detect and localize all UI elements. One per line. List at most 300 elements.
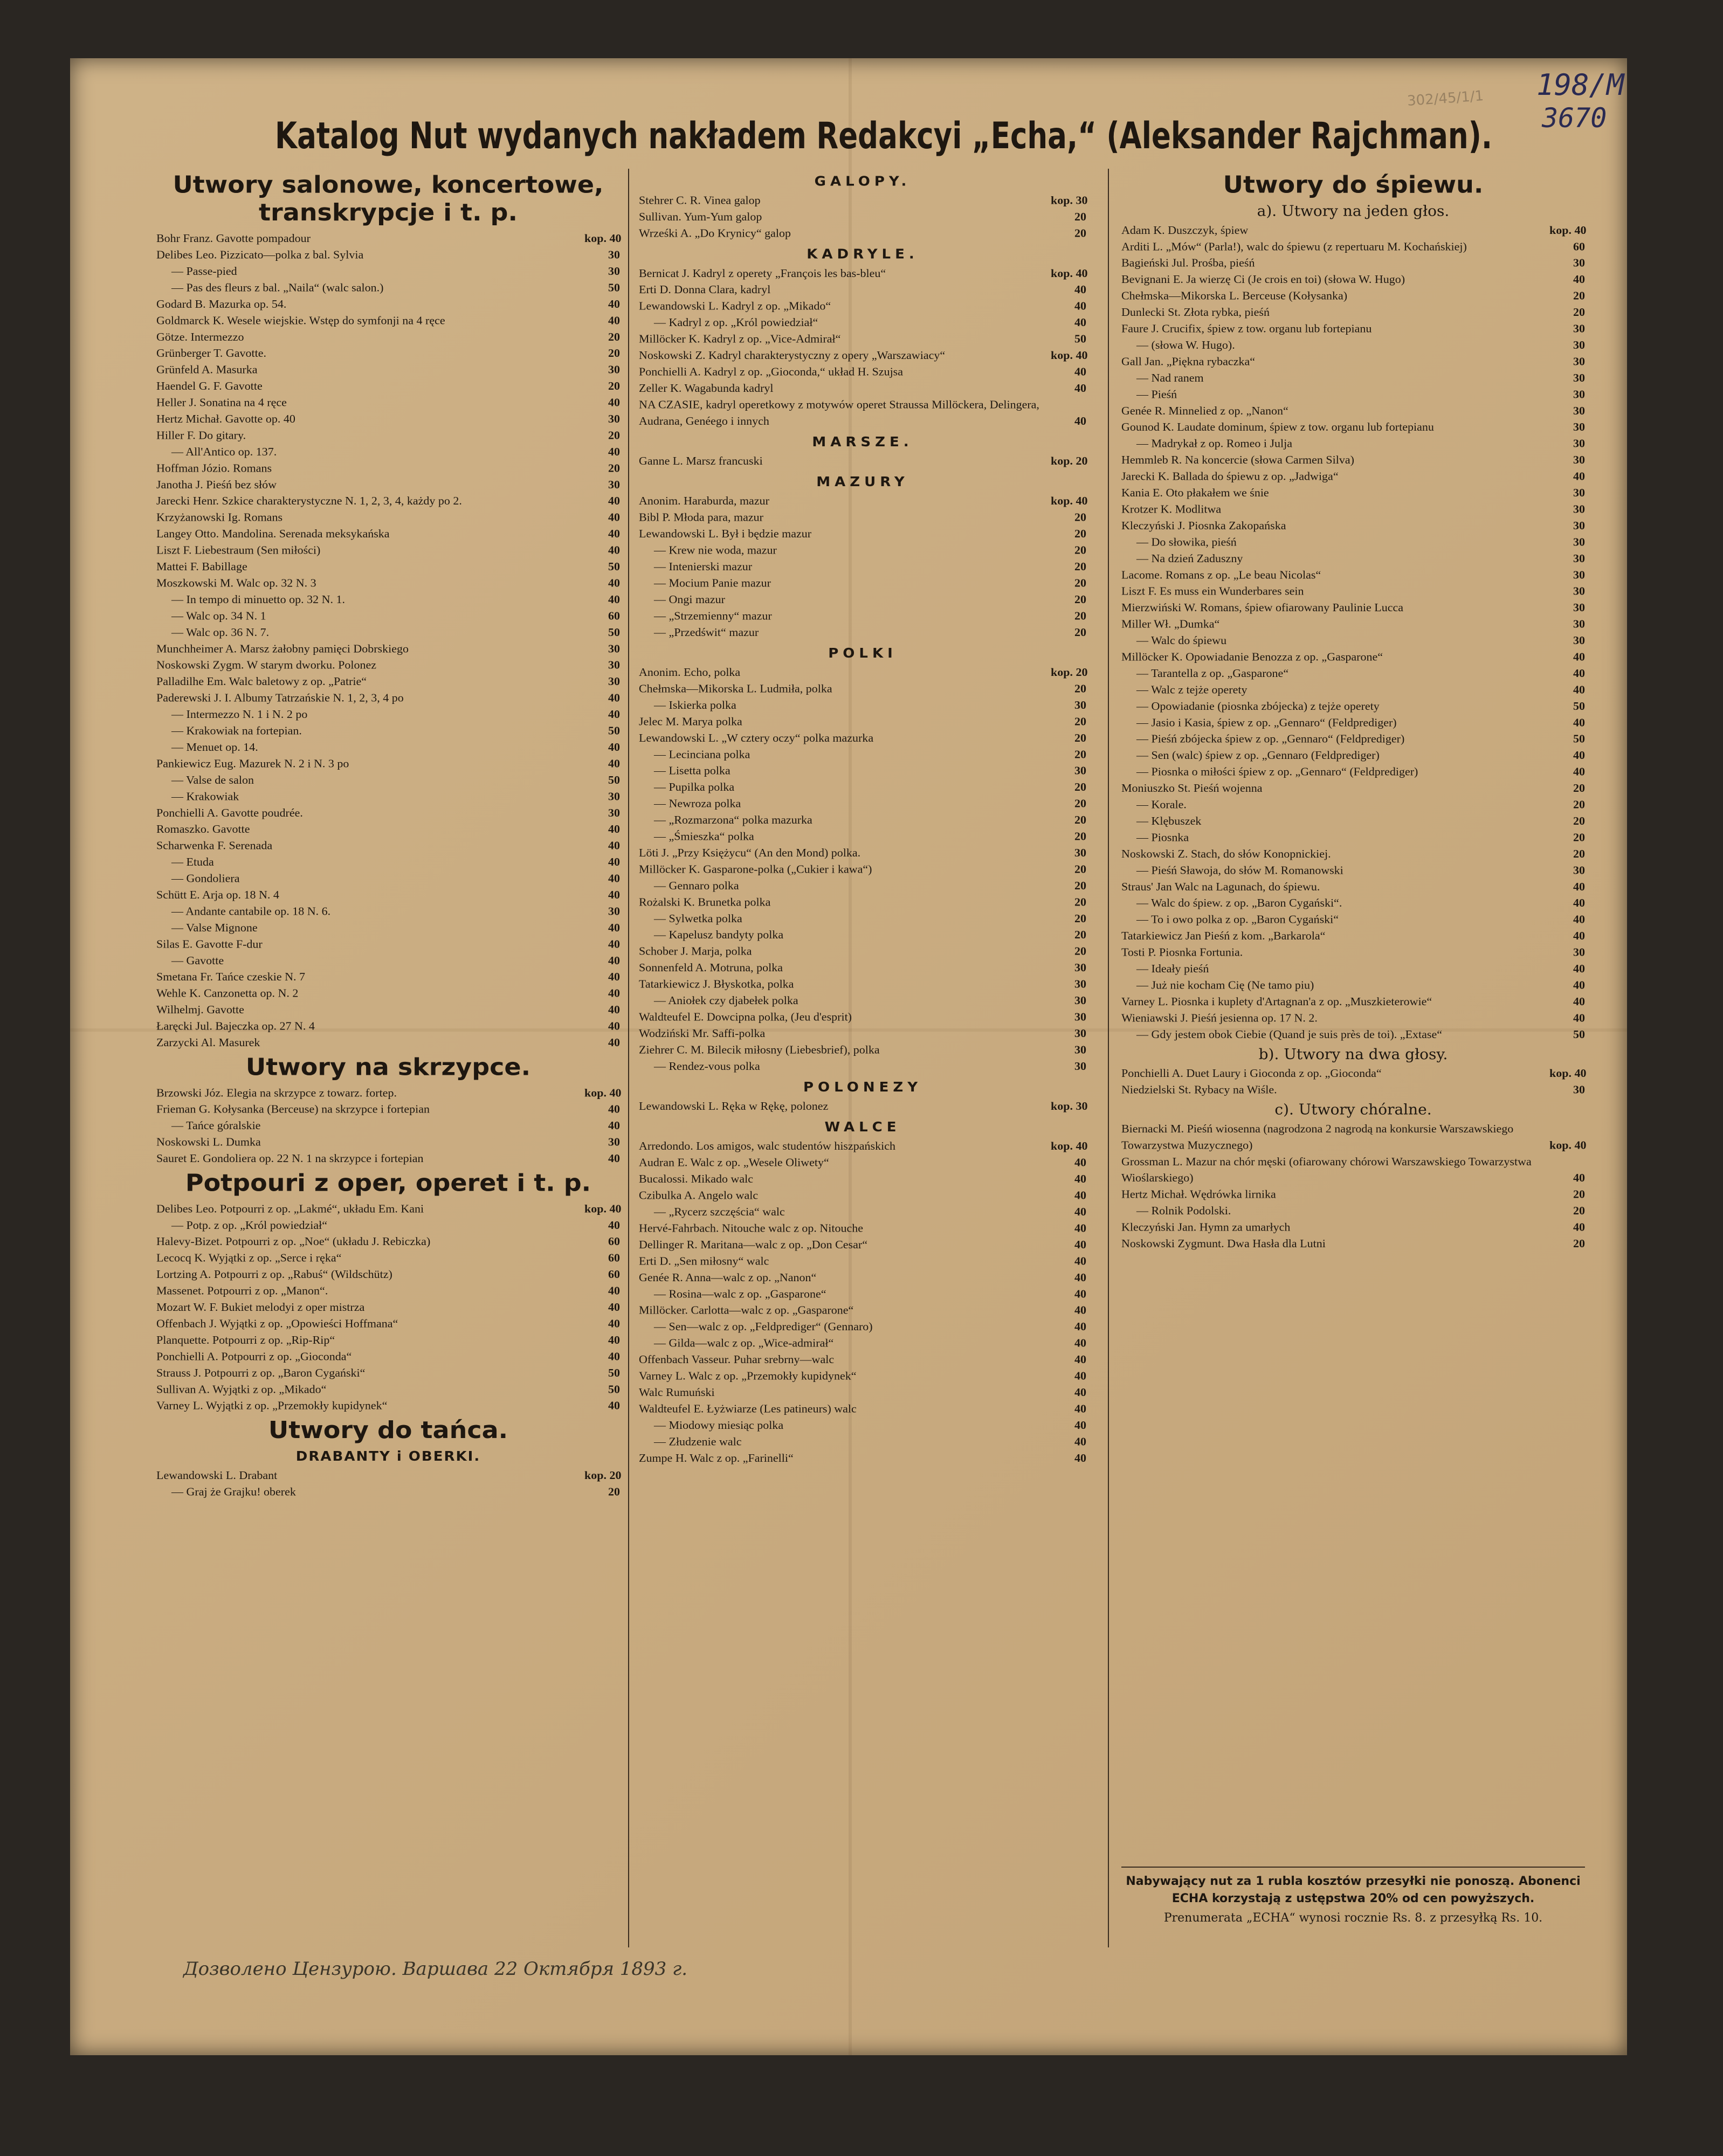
entry-price: kop. 40	[584, 232, 622, 245]
entry-title: Jelec M. Marya polka	[639, 715, 742, 728]
entry-title: Lewandowski L. Był i będzie mazur	[639, 527, 812, 540]
entry-price: 40	[1074, 1221, 1086, 1235]
entry-title: Noskowski L. Dumka	[156, 1135, 261, 1149]
catalog-entry	[156, 607, 620, 624]
catalog-entry	[156, 230, 620, 246]
entry-title: Varney L. Piosnka i kuplety d'Artagnan'a z op. „Muszkieterowie“	[1121, 994, 1432, 1008]
entry-price: 20	[1074, 527, 1086, 540]
entry-price: 40	[608, 1399, 620, 1412]
catalog-entry	[1121, 682, 1585, 698]
catalog-entry	[156, 985, 620, 1001]
entry-title: — To i owo polka z op. „Baron Cygański“	[1136, 913, 1339, 926]
entry-price: 40	[608, 576, 620, 590]
entry-price: 40	[608, 592, 620, 606]
entry-price: 20	[608, 461, 620, 475]
entry-price: 40	[608, 494, 620, 507]
catalog-entry	[1121, 222, 1585, 238]
entry-price: 40	[608, 757, 620, 770]
catalog-entry	[156, 1018, 620, 1034]
entry-price: 40	[608, 1350, 620, 1363]
entry-price: 20	[1074, 226, 1086, 240]
entry-price: kop. 40	[1051, 266, 1088, 280]
entry-price: 40	[1573, 716, 1585, 729]
section-heading-salon: Utwory salonowe, koncertowe,	[173, 170, 604, 199]
catalog-entry	[1121, 452, 1585, 468]
entry-price: 20	[1573, 814, 1585, 827]
catalog-entry	[156, 920, 620, 936]
catalog-entry	[1121, 780, 1585, 796]
catalog-entry	[156, 1348, 620, 1364]
entry-title: Hervé-Fahrbach. Nitouche walc z op. Nitouche	[639, 1221, 864, 1235]
catalog-entry	[156, 460, 620, 476]
entry-title: Zumpe H. Walc z op. „Farinelli“	[639, 1451, 794, 1464]
entry-price: 40	[608, 1284, 620, 1297]
polki-list	[639, 664, 1086, 1074]
entry-title: Anonim. Haraburda, mazur	[639, 494, 769, 507]
entry-title: Hertz Michał. Gavotte op. 40	[156, 412, 295, 425]
catalog-entry	[156, 1467, 620, 1483]
shipping-notice: Nabywający nut za 1 rubla kosztów przesyłki nie ponoszą. Abonenci ECHA korzystają z ustępstwa 20% od cen powyższych.	[1126, 1875, 1581, 1905]
catalog-entry	[156, 640, 620, 657]
entry-title: Rożalski K. Brunetka polka	[639, 895, 771, 909]
entry-price: 40	[1074, 1238, 1086, 1251]
entry-title: Frieman G. Kołysanka (Berceuse) na skrzypce i fortepian	[156, 1102, 430, 1116]
entry-price: 40	[608, 1119, 620, 1132]
entry-title: Smetana Fr. Tańce czeskie N. 7	[156, 970, 306, 984]
entry-title: Genée R. Minnelied z op. „Nanon“	[1121, 404, 1288, 417]
entry-price: 40	[1573, 896, 1585, 909]
entry-price: 20	[1573, 798, 1585, 811]
entry-price: 20	[1573, 289, 1585, 302]
subheading-choral: c). Utwory chóralne.	[1274, 1101, 1432, 1118]
entry-title: Erti D. Donna Clara, kadryl	[639, 283, 771, 296]
entry-title: Tatarkiewicz J. Błyskotka, polka	[639, 977, 794, 991]
entry-price: 40	[1074, 365, 1086, 378]
entry-title: Munchheimer A. Marsz żałobny pamięci Dobrskiego	[156, 642, 409, 655]
entry-title: — Graj że Grajku! oberek	[171, 1485, 296, 1498]
entry-price: 40	[608, 297, 620, 310]
catalog-entry	[1121, 321, 1585, 337]
catalog-entry	[639, 298, 1086, 314]
entry-price: 20	[1573, 847, 1585, 860]
entry-price: 40	[608, 740, 620, 754]
entry-title: — Kadryl z op. „Król powiedział“	[654, 316, 818, 329]
catalog-entry	[639, 314, 1086, 330]
entry-price: kop. 20	[1051, 454, 1088, 467]
catalog-entry	[156, 444, 620, 460]
catalog-entry	[156, 558, 620, 575]
entry-price: 20	[1573, 1187, 1585, 1201]
entry-title: Offenbach Vasseur. Puhar srebrny—walc	[639, 1353, 835, 1366]
entry-title: Zeller K. Wagabunda kadryl	[639, 381, 774, 395]
entry-title: Noskowski Zygm. W starym dworku. Polonez	[156, 658, 376, 672]
entry-title: Lecocq K. Wyjątki z op. „Serce i ręka“	[156, 1251, 342, 1264]
entry-title: Lacome. Romans z op. „Le beau Nicolas“	[1121, 568, 1321, 582]
entry-title: Paderewski J. I. Albumy Tatrzańskie N. 1, 2, 3, 4 po	[156, 691, 404, 704]
entry-title: Jarecki K. Ballada do śpiewu z op. „Jadwiga“	[1121, 469, 1339, 483]
entry-title: Liszt F. Liebestraum (Sen miłości)	[156, 543, 321, 557]
entry-price: kop. 40	[584, 1202, 622, 1215]
entry-title: — Piosnka o miłości śpiew z op. „Gennaro“ (Feldprediger)	[1136, 765, 1418, 778]
entry-title: NA CZASIE, kadryl operetkowy z motywów operet Straussa Millöckera, Delingera, Audrana, Genéego i innych	[639, 398, 1039, 427]
potpourri-list	[156, 1200, 620, 1414]
catalog-entry	[156, 772, 620, 788]
catalog-entry	[156, 575, 620, 591]
entry-title: — Opowiadanie (piosnka zbójecka) z tejże operety	[1136, 699, 1380, 713]
entry-price: 50	[1074, 332, 1086, 345]
catalog-entry	[639, 265, 1086, 281]
entry-title: Millöcker K. Gasparone-polka („Cukier i kawa“)	[639, 862, 872, 876]
subheading-one-voice: a). Utwory na jeden głos.	[1257, 202, 1450, 220]
entry-title: — In tempo di minuetto op. 32 N. 1.	[171, 592, 346, 606]
entry-price: 20	[1074, 510, 1086, 524]
entry-price: 30	[1573, 355, 1585, 368]
catalog-entry	[639, 526, 1086, 542]
catalog-entry	[1121, 911, 1585, 928]
entry-title: Pankiewicz Eug. Mazurek N. 2 i N. 3 po	[156, 757, 349, 770]
catalog-entry	[639, 1138, 1086, 1154]
catalog-entry	[639, 1450, 1086, 1466]
entry-title: Planquette. Potpourri z op. „Rip-Rip“	[156, 1333, 335, 1346]
catalog-entry	[1121, 1219, 1585, 1235]
entry-title: — Krew nie woda, mazur	[654, 543, 777, 557]
catalog-entry	[639, 1318, 1086, 1335]
subscription-price: Prenumerata „ECHA“ wynosi rocznie Rs. 8. z przesyłką Rs. 10.	[1163, 1911, 1543, 1925]
entry-title: Ponchielli A. Duet Laury i Gioconda z op. „Gioconda“	[1121, 1067, 1382, 1080]
entry-price: 40	[1573, 273, 1585, 286]
catalog-entry	[156, 362, 620, 378]
catalog-entry	[156, 1381, 620, 1397]
catalog-entry	[1121, 1203, 1585, 1219]
entry-title: — Pieśń	[1136, 388, 1177, 401]
catalog-entry	[639, 1417, 1086, 1433]
entry-title: Offenbach J. Wyjątki z op. „Opowieści Hoffmana“	[156, 1317, 398, 1330]
entry-price: 30	[1573, 437, 1585, 450]
entry-title: — Pas des fleurs z bal. „Naila“ (walc salon.)	[171, 281, 384, 294]
catalog-entry	[1121, 1026, 1585, 1042]
entry-price: kop. 40	[1051, 348, 1088, 362]
entry-title: Wehle K. Canzonetta op. N. 2	[156, 986, 299, 1000]
catalog-entry	[639, 992, 1086, 1008]
catalog-entry	[1121, 830, 1585, 846]
catalog-entry	[1121, 403, 1585, 419]
entry-title: Heller J. Sonatina na 4 ręce	[156, 396, 287, 409]
entry-title: Mierzwiński W. Romans, śpiew ofiarowany Paulinie Lucca	[1121, 601, 1404, 614]
catalog-entry	[639, 845, 1086, 861]
entry-title: Adam K. Duszczyk, śpiew	[1121, 223, 1249, 237]
entry-title: — Krakowiak na fortepian.	[171, 724, 302, 737]
entry-price: 40	[608, 708, 620, 721]
entry-title: Erti D. „Sen miłosny“ walc	[639, 1254, 769, 1268]
entry-price: 20	[1074, 576, 1086, 590]
catalog-entry	[1121, 797, 1585, 813]
catalog-entry	[156, 1332, 620, 1348]
catalog-entry	[156, 411, 620, 427]
entry-price: 60	[1573, 240, 1585, 253]
entry-price: 30	[1074, 1043, 1086, 1056]
entry-price: 30	[608, 363, 620, 376]
catalog-entry	[1121, 1235, 1585, 1252]
entry-price: kop. 40	[1549, 223, 1587, 237]
entry-price: 20	[608, 330, 620, 343]
catalog-entry	[1121, 862, 1585, 878]
entry-title: Anonim. Echo, polka	[639, 666, 741, 679]
entry-price: 30	[608, 675, 620, 688]
entry-price: 40	[1074, 1205, 1086, 1218]
entry-title: — Mocium Panie mazur	[654, 576, 771, 590]
entry-title: — Rolnik Podolski.	[1136, 1204, 1231, 1217]
entry-title: — Lecinciana polka	[654, 748, 750, 761]
catalog-entry	[156, 723, 620, 739]
catalog-entry	[639, 331, 1086, 347]
catalog-entry	[156, 1233, 620, 1249]
entry-price: 40	[1573, 650, 1585, 664]
heading-mazury: MAZURY	[816, 474, 909, 490]
entry-title: Waldteufel E. Łyżwiarze (Les patineurs) walc	[639, 1402, 857, 1415]
entry-title: Bibl P. Młoda para, mazur	[639, 510, 763, 524]
catalog-entry	[639, 209, 1086, 225]
entry-title: — (słowa W. Hugo).	[1136, 338, 1235, 351]
entry-price: 40	[608, 1019, 620, 1033]
entry-title: Walc Rumuński	[639, 1385, 715, 1399]
catalog-entry	[639, 396, 1086, 429]
handwritten-shelfmark: 198/M	[1536, 68, 1624, 102]
entry-title: Tatarkiewicz Jan Pieśń z kom. „Barkarola“	[1121, 929, 1326, 942]
catalog-entry	[639, 664, 1086, 680]
catalog-entry	[639, 1335, 1086, 1351]
entry-price: 40	[1074, 299, 1086, 313]
entry-title: — Walc op. 36 N. 7.	[171, 625, 270, 639]
entry-price: 40	[1074, 1188, 1086, 1202]
entry-title: — Jasio i Kasia, śpiew z op. „Gennaro“ (Feldprediger)	[1136, 716, 1397, 729]
polonezy-list	[639, 1098, 1086, 1114]
entry-title: — Andante cantabile op. 18 N. 6.	[171, 904, 331, 918]
entry-price: 30	[1573, 404, 1585, 417]
entry-price: 40	[608, 396, 620, 409]
entry-title: Bucalossi. Mikado walc	[639, 1172, 754, 1185]
entry-title: — Krakowiak	[171, 790, 239, 803]
entry-title: — Intenierski mazur	[654, 560, 753, 573]
entry-title: Lewandowski L. Drabant	[156, 1469, 278, 1482]
entry-title: — Madrykał z op. Romeo i Julja	[1136, 437, 1293, 450]
entry-title: Noskowski Z. Stach, do słów Konopnickiej.	[1121, 847, 1331, 860]
entry-price: kop. 40	[1549, 1067, 1587, 1080]
section-heading-salon-sub: transkrypcje i t. p.	[259, 198, 518, 226]
entry-title: Romaszko. Gavotte	[156, 823, 250, 835]
entry-price: 40	[608, 937, 620, 951]
entry-title: Mozart W. F. Bukiet melodyi z oper mistrza	[156, 1300, 365, 1314]
entry-title: Krzyżanowski Ig. Romans	[156, 510, 283, 524]
catalog-entry	[1121, 354, 1585, 370]
catalog-entry	[156, 756, 620, 772]
entry-price: 40	[608, 888, 620, 901]
catalog-entry	[639, 796, 1086, 812]
catalog-entry	[639, 959, 1086, 976]
entry-price: 40	[608, 1102, 620, 1116]
heading-walce: WALCE	[824, 1120, 901, 1135]
entry-title: Massenet. Potpourri z op. „Manon“.	[156, 1284, 328, 1297]
entry-title: Hoffman Józio. Romans	[156, 461, 272, 475]
catalog-entry	[1121, 649, 1585, 665]
entry-price: 40	[1074, 1385, 1086, 1399]
catalog-entry	[1121, 599, 1585, 616]
catalog-entry	[156, 805, 620, 821]
entry-price: 40	[1573, 683, 1585, 696]
catalog-entry	[156, 1316, 620, 1332]
entry-price: 30	[608, 790, 620, 803]
catalog-entry	[639, 976, 1086, 992]
catalog-entry	[1121, 960, 1585, 977]
entry-price: 50	[608, 773, 620, 786]
entry-price: 40	[1074, 316, 1086, 329]
entry-price: 40	[1074, 1451, 1086, 1464]
catalog-entry	[156, 1150, 620, 1166]
catalog-entry	[156, 1217, 620, 1233]
entry-price: 40	[608, 1003, 620, 1016]
entry-price: 30	[608, 806, 620, 819]
subheading-two-voices: b). Utwory na dwa głosy.	[1258, 1046, 1448, 1063]
catalog-entry	[639, 714, 1086, 730]
entry-price: 40	[608, 855, 620, 868]
catalog-entry	[156, 591, 620, 607]
entry-price: 30	[1074, 846, 1086, 859]
entry-price: 40	[608, 314, 620, 327]
catalog-entry	[1121, 764, 1585, 780]
entry-price: 20	[1074, 813, 1086, 826]
entry-title: Schütt E. Arja op. 18 N. 4	[156, 888, 279, 901]
catalog-entry	[639, 558, 1086, 575]
entry-price: 30	[608, 264, 620, 278]
entry-price: 30	[1573, 486, 1585, 499]
entry-title: Gall Jan. „Piękna rybaczka“	[1121, 355, 1255, 368]
entry-price: 20	[1074, 944, 1086, 958]
entry-title: Straus' Jan Walc na Lagunach, do śpiewu.	[1121, 880, 1320, 893]
entry-title: — Intermezzo N. 1 i N. 2 po	[171, 708, 308, 721]
entry-title: — Tarantella z op. „Gasparone“	[1136, 666, 1289, 680]
entry-title: — Ongi mazur	[654, 592, 725, 606]
entry-title: Dellinger R. Maritana—walc z op. „Don Cesar“	[639, 1238, 867, 1251]
entry-title: — „Przedświt“ mazur	[654, 625, 759, 639]
column-divider	[628, 169, 629, 1947]
entry-title: Genée R. Anna—walc z op. „Nanon“	[639, 1270, 817, 1284]
entry-title: Kania E. Oto płakałem we śnie	[1121, 486, 1269, 499]
entry-price: 20	[1573, 1204, 1585, 1217]
entry-title: — Nad ranem	[1136, 371, 1204, 384]
entry-price: 20	[1074, 543, 1086, 557]
entry-price: 20	[608, 1485, 620, 1498]
catalog-entry	[639, 1220, 1086, 1236]
catalog-entry	[639, 1433, 1086, 1449]
catalog-entry	[156, 476, 620, 493]
entry-price: 30	[1573, 601, 1585, 614]
entry-price: 30	[608, 642, 620, 655]
entry-title: — Na dzień Zaduszny	[1136, 551, 1243, 565]
entry-title: Gounod K. Laudate dominum, śpiew z tow. organu lub fortepianu	[1121, 420, 1434, 433]
entry-price: 50	[608, 625, 620, 639]
entry-price: 30	[1074, 764, 1086, 777]
catalog-entry	[1121, 288, 1585, 304]
catalog-sheet	[70, 58, 1627, 2055]
catalog-entry	[639, 812, 1086, 828]
catalog-entry	[1121, 468, 1585, 485]
catalog-entry	[156, 1266, 620, 1282]
catalog-entry	[1121, 1121, 1585, 1153]
catalog-entry	[639, 681, 1086, 697]
catalog-entry	[639, 1253, 1086, 1269]
catalog-entry	[639, 380, 1086, 396]
catalog-entry	[156, 329, 620, 345]
catalog-entry	[1121, 255, 1585, 271]
catalog-entry	[156, 903, 620, 920]
entry-price: 20	[1074, 797, 1086, 810]
entry-title: Hiller F. Do gitary.	[156, 429, 246, 442]
entry-price: 40	[1074, 1435, 1086, 1448]
entry-title: — Kapelusz bandyty polka	[654, 928, 784, 941]
catalog-entry	[639, 1041, 1086, 1058]
catalog-entry	[639, 763, 1086, 779]
entry-title: — Gennaro polka	[654, 879, 739, 892]
entry-price: 30	[1573, 535, 1585, 549]
catalog-entry	[1121, 501, 1585, 517]
entry-title: Langey Otto. Mandolina. Serenada meksykańska	[156, 527, 390, 540]
catalog-entry	[639, 1384, 1086, 1400]
entry-price: 30	[1573, 551, 1585, 565]
catalog-entry	[156, 296, 620, 312]
entry-price: 30	[1573, 502, 1585, 516]
catalog-entry	[156, 493, 620, 509]
entry-title: Waldteufel E. Dowcipna polka, (Jeu d'esprit)	[639, 1010, 852, 1024]
entry-price: 40	[1573, 962, 1585, 975]
catalog-entry	[1121, 566, 1585, 583]
catalog-entry	[156, 1283, 620, 1299]
entry-price: 40	[608, 1152, 620, 1165]
entry-price: 40	[608, 970, 620, 984]
entry-title: Lewandowski L. Kadryl z op. „Mikado“	[639, 299, 831, 313]
entry-price: 30	[1573, 1083, 1585, 1096]
entry-title: Ganne L. Marsz francuski	[639, 454, 763, 467]
catalog-entry	[639, 607, 1086, 624]
entry-price: 30	[1573, 584, 1585, 598]
entry-title: Sullivan A. Wyjątki z op. „Mikado“	[156, 1383, 327, 1396]
entry-price: 40	[1074, 414, 1086, 427]
catalog-entry	[156, 427, 620, 444]
entry-price: 30	[1074, 1010, 1086, 1024]
catalog-entry	[639, 1236, 1086, 1253]
catalog-entry	[1121, 698, 1585, 714]
catalog-entry	[639, 910, 1086, 927]
entry-title: — Passe-pied	[171, 264, 237, 278]
entry-price: 20	[1074, 911, 1086, 925]
catalog-entry	[156, 542, 620, 558]
entry-title: Ziehrer C. M. Bilecik miłosny (Liebesbrief), polka	[639, 1043, 880, 1056]
entry-price: kop. 40	[584, 1086, 622, 1100]
entry-price: 20	[1074, 592, 1086, 606]
catalog-entry	[1121, 944, 1585, 960]
entry-title: — „Rozmarzona“ polka mazurka	[654, 813, 812, 826]
entry-title: — „Rycerz szczęścia“ walc	[654, 1205, 785, 1218]
entry-title: Hertz Michał. Wędrówka lirnika	[1121, 1187, 1276, 1201]
entry-price: 50	[1573, 699, 1585, 713]
entry-title: Tosti P. Piosnka Fortunia.	[1121, 945, 1243, 959]
entry-price: 40	[608, 543, 620, 557]
entry-title: Sauret E. Gondoliera op. 22 N. 1 na skrzypce i fortepian	[156, 1152, 424, 1165]
entry-title: Wrześki A. „Do Krynicy“ galop	[639, 226, 791, 240]
catalog-entry	[1121, 534, 1585, 550]
entry-title: Jarecki Henr. Szkice charakterystyczne N. 1, 2, 3, 4, każdy po 2.	[156, 494, 462, 507]
catalog-entry	[639, 1025, 1086, 1041]
catalog-entry	[156, 690, 620, 706]
entry-title: — Sen—walc z op. „Feldprediger“ (Gennaro)	[654, 1320, 873, 1333]
